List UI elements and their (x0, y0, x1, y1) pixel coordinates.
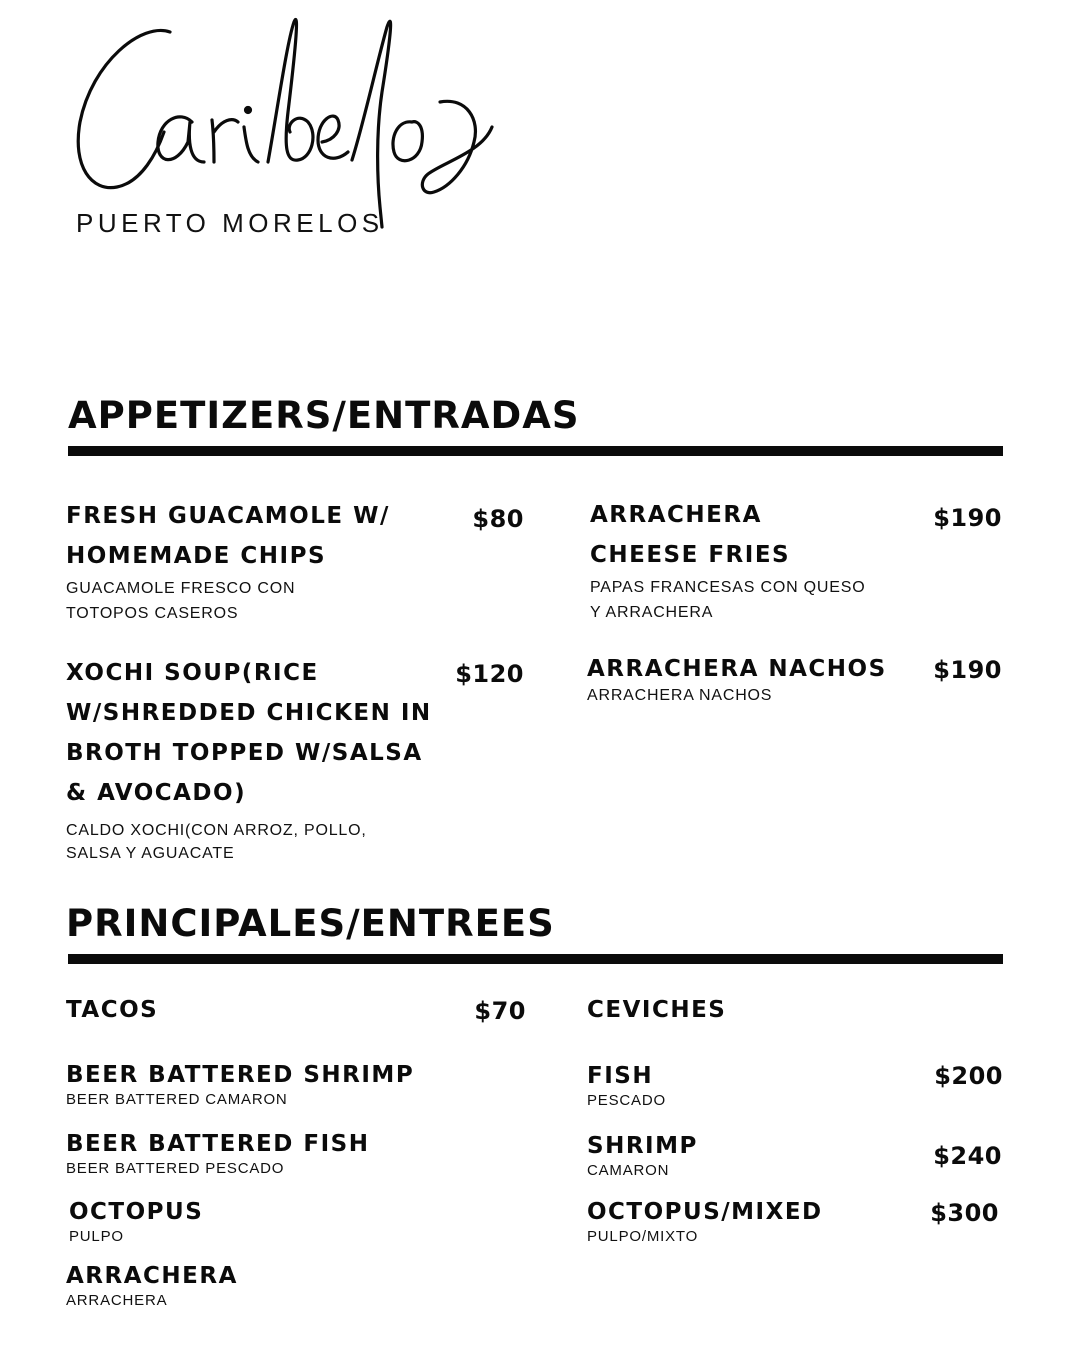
taco-item-octopus (69, 1197, 203, 1247)
logo-subtitle: PUERTO MORELOS (76, 208, 384, 238)
item-name: BEER BATTERED FISH (66, 1131, 370, 1157)
menu-item-cheese-fries (590, 495, 880, 625)
section-title-appetizers: APPETIZERS/ENTRADAS (68, 394, 580, 437)
item-description: CALDO XOCHI(CON ARROZ, POLLO, SALSA Y AGUACATE (66, 822, 367, 862)
tacos-price: $70 (474, 997, 526, 1025)
menu-item-guacamole (66, 496, 446, 626)
subsection-heading-ceviches: CEVICHES (587, 997, 727, 1023)
item-name: FRESH GUACAMOLE W/ HOMEMADE CHIPS (66, 503, 390, 569)
item-name: ARRACHERA (66, 1263, 238, 1289)
item-name: FISH (587, 1063, 654, 1089)
section-title-entrees: PRINCIPALES/ENTREES (66, 902, 555, 945)
item-name: OCTOPUS/MIXED (587, 1199, 823, 1225)
item-description: BEER BATTERED PESCADO (66, 1160, 285, 1177)
item-name: OCTOPUS (69, 1199, 204, 1225)
item-description: PULPO/MIXTO (587, 1228, 699, 1245)
taco-item-shrimp (66, 1060, 414, 1110)
section-divider-appetizers (68, 446, 1003, 456)
item-description: CAMARON (587, 1162, 670, 1179)
logo-script-signature (72, 2, 512, 232)
item-description: PESCADO (587, 1092, 666, 1109)
item-description: BEER BATTERED CAMARON (66, 1091, 288, 1108)
item-description: ARRACHERA NACHOS (587, 687, 773, 704)
ceviche-item-octopus-mixed (587, 1197, 823, 1247)
item-price: $240 (933, 1142, 1002, 1170)
item-description: GUACAMOLE FRESCO CON TOTOPOS CASEROS (66, 580, 296, 622)
taco-item-arrachera (66, 1261, 238, 1311)
logo (72, 2, 512, 232)
item-price: $80 (472, 505, 524, 533)
item-name: ARRACHERA CHEESE FRIES (590, 502, 791, 568)
item-description: PAPAS FRANCESAS CON QUESO Y ARRACHERA (590, 579, 866, 621)
item-name: SHRIMP (587, 1133, 698, 1159)
item-price: $120 (455, 660, 524, 688)
item-price: $190 (933, 504, 1002, 532)
item-price: $200 (934, 1062, 1003, 1090)
item-description: PULPO (69, 1228, 124, 1245)
item-price: $190 (933, 656, 1002, 684)
item-description: ARRACHERA (66, 1292, 168, 1309)
item-name: BEER BATTERED SHRIMP (66, 1062, 415, 1088)
item-name: ARRACHERA NACHOS (587, 656, 887, 682)
taco-item-fish (66, 1129, 369, 1179)
subsection-heading-tacos: TACOS (66, 997, 159, 1023)
item-name: XOCHI SOUP(RICE W/SHREDDED CHICKEN IN BROTH TOPPED W/SALSA & AVOCADO) (66, 660, 432, 806)
item-price: $300 (930, 1199, 999, 1227)
ceviche-item-shrimp (587, 1131, 698, 1181)
menu-item-xochi-soup (66, 653, 436, 865)
ceviche-item-fish (587, 1061, 666, 1111)
section-divider-entrees (68, 954, 1003, 964)
menu-item-arrachera-nachos (587, 649, 887, 708)
